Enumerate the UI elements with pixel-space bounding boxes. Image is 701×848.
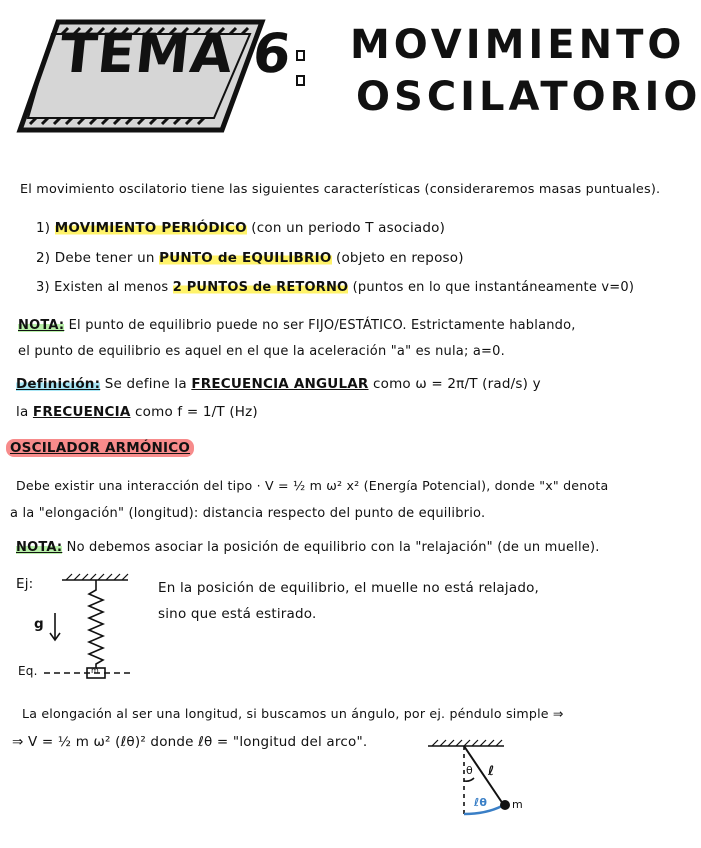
pendulum-theta: θ: [466, 764, 473, 777]
osc-line1: Debe existir una interacción del tipo · V = ½ m ω² x² (Energía Potencial), donde "x" denota: [16, 478, 609, 493]
definicion-label: Definición:: [16, 376, 101, 392]
highlight-equilibrio: PUNTO de EQUILIBRIO: [159, 250, 332, 266]
nota1-line2: el punto de equilibrio es aquel en el que la aceleración "a" es nula; a=0.: [18, 344, 505, 359]
title-colon: [296, 50, 306, 100]
nota2-line: NOTA: No debemos asociar la posición de equilibrio con la "relajación" (de un muelle).: [16, 540, 600, 555]
intro-text: El movimiento oscilatorio tiene las siguientes características (consideraremos masas puntuales).: [20, 182, 661, 197]
osc-line2: a la "elongación" (longitud): distancia respecto del punto de equilibrio.: [10, 506, 486, 521]
nota-label: NOTA:: [16, 540, 63, 555]
definicion-line1: Definición: Se define la FRECUENCIA ANGULAR como ω = 2π/T (rad/s) y: [16, 376, 541, 392]
pendulum-arc: ℓθ: [474, 796, 488, 809]
nota1-line1: NOTA: El punto de equilibrio puede no ser FIJO/ESTÁTICO. Estrictamente hablando,: [18, 318, 576, 333]
elong-line2: ⇒ V = ½ m ω² (ℓθ)² donde ℓθ = "longitud del arco".: [12, 734, 368, 750]
nota-label: NOTA:: [18, 318, 65, 333]
example-label: Ej:: [16, 576, 34, 592]
example-line1: En la posición de equilibrio, el muelle no está relajado,: [158, 580, 540, 596]
list-item: 2) Debe tener un PUNTO de EQUILIBRIO (objeto en reposo): [36, 250, 464, 266]
section-heading: OSCILADOR ARMÓNICO: [6, 440, 194, 456]
mass-label: m: [91, 666, 99, 675]
spring-diagram: [44, 574, 130, 678]
highlight-periodico: MOVIMIENTO PERIÓDICO: [54, 220, 247, 236]
highlight-retorno: 2 PUNTOS de RETORNO: [172, 280, 349, 295]
example-line2: sino que está estirado.: [158, 606, 317, 622]
tema-title: TEMA 6: [56, 22, 295, 85]
elong-line1: La elongación al ser una longitud, si buscamos un ángulo, por ej. péndulo simple ⇒: [22, 706, 564, 721]
definicion-line2: la FRECUENCIA como f = 1/T (Hz): [16, 404, 258, 420]
pendulum-mass: m: [512, 798, 523, 811]
title-line2: OSCILATORIO: [356, 74, 701, 120]
gravity-label: g: [34, 616, 44, 632]
list-item: 3) Existen al menos 2 PUNTOS de RETORNO (puntos en lo que instantáneamente v=0): [36, 280, 635, 295]
title-line1: MOVIMIENTO: [350, 22, 686, 68]
equilibrium-label: Eq.: [18, 664, 38, 678]
list-item: 1) MOVIMIENTO PERIÓDICO (con un periodo T asociado): [36, 220, 446, 236]
pendulum-length: ℓ: [488, 764, 495, 779]
pendulum-diagram: [428, 740, 504, 818]
